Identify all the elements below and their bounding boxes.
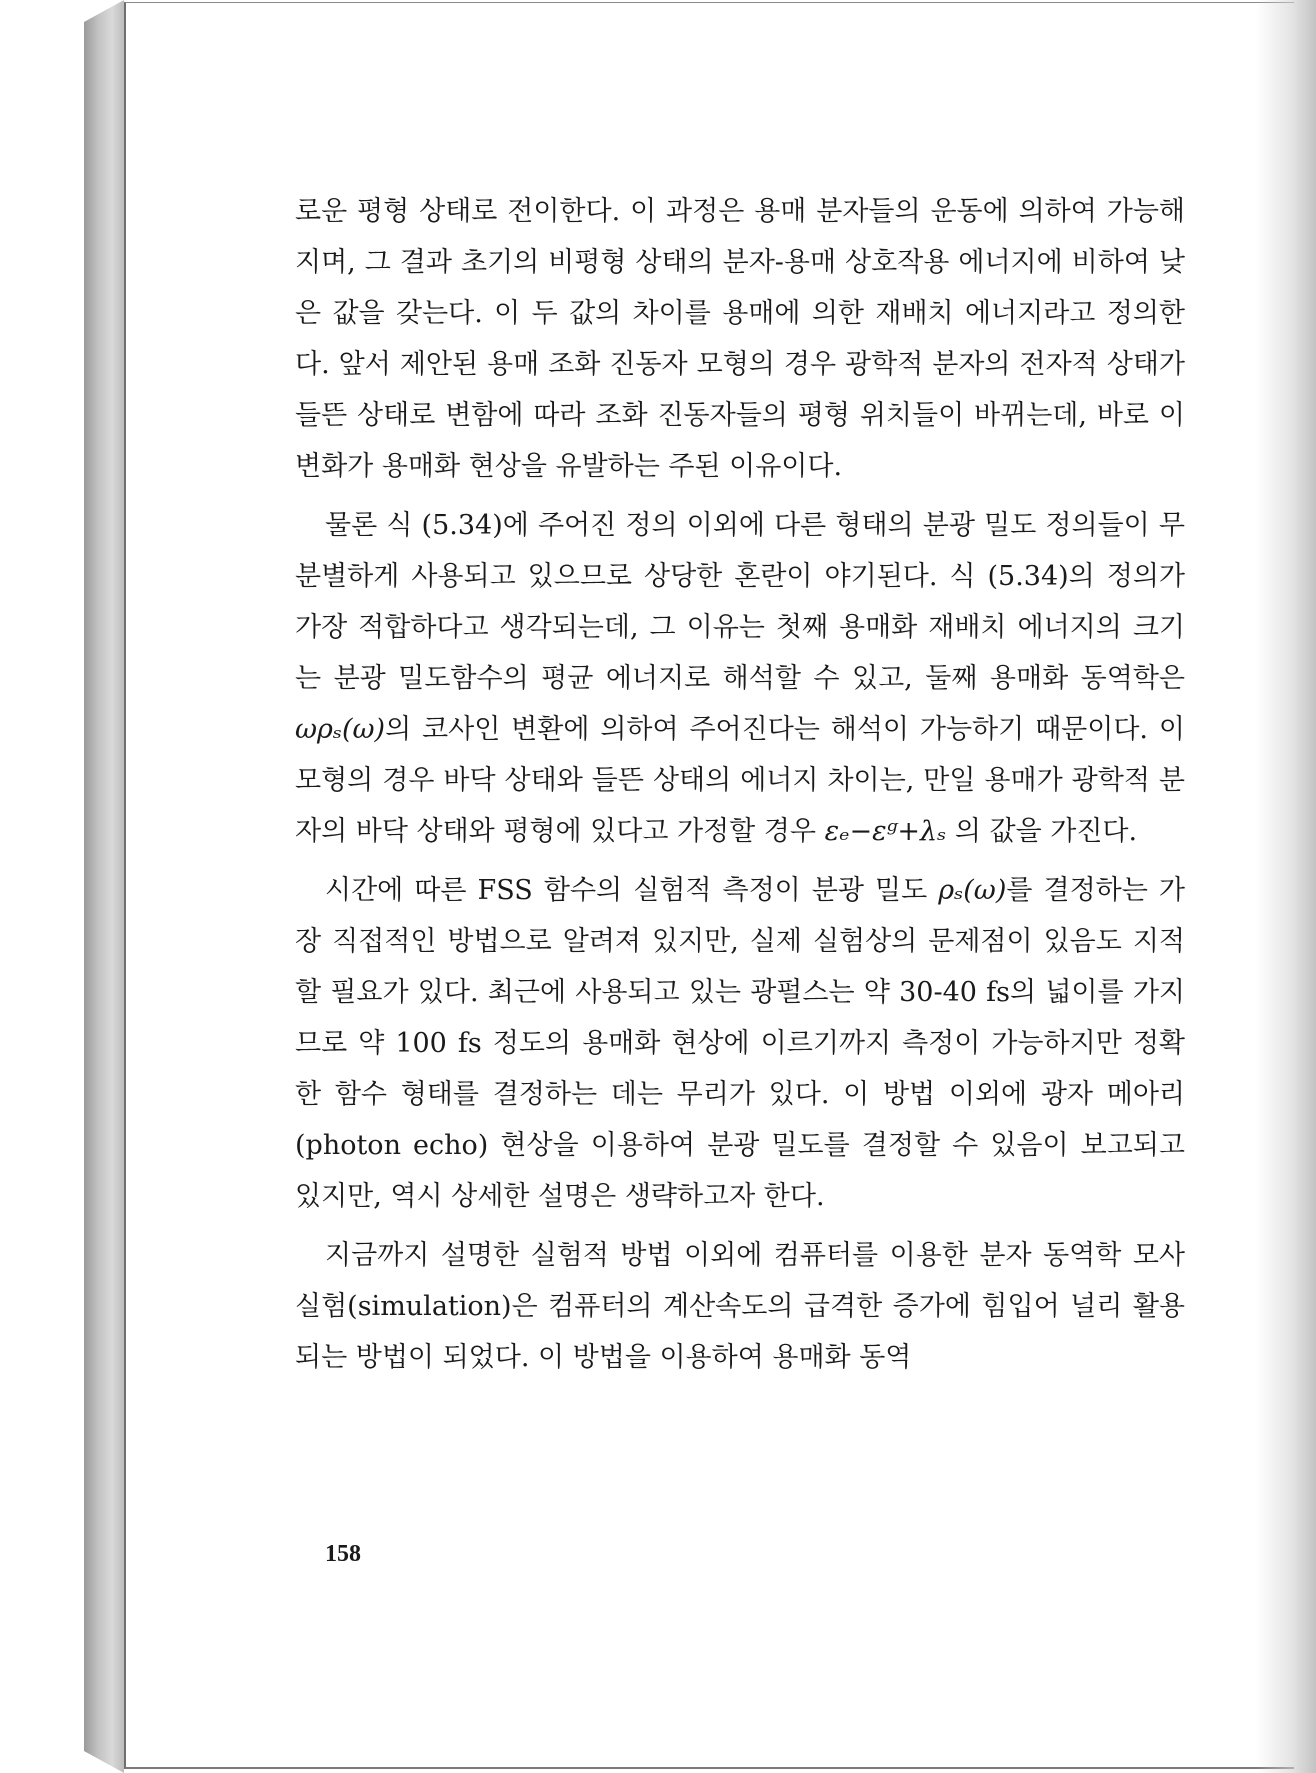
paragraph-3-text-a: 시간에 따른 FSS 함수의 실험적 측정이 분광 밀도: [325, 875, 939, 906]
book-spine: [84, 0, 124, 1773]
page-number: 158: [325, 1541, 361, 1567]
paragraph-2-text-c: 의 값을 가진다.: [946, 816, 1138, 847]
paragraph-2-text-b: 의 코사인 변환에 의하여 주어진다는 해석이 가능하기 때문이다. 이 모형의 경우 바닥 상태와 들뜬 상태의 에너지 차이는, 만일 용매가 광학적 분자의 바닥 상태와 평형에 있다고 가정할 경우: [295, 714, 1185, 847]
spectral-density-cosine-term: ωρₛ(ω): [295, 714, 386, 745]
paragraph-1-text: 로운 평형 상태로 전이한다. 이 과정은 용매 분자들의 운동에 의하여 가능해지며, 그 결과 초기의 비평형 상태의 분자-용매 상호작용 에너지에 비하여 낮은 값을 갖는다. 이 두 값의 차이를 용매에 의한 재배치 에너지라고 정의한다. 앞서 제안된 용매 조화 진동자 모형의 경우 광학적 분자의 전자적 상태가 들뜬 상태로 변함에 따라 조화 진동자들의 평형 위치들이 바뀌는데, 바로 이 변화가 용매화 현상을 유발하는 주된 이유이다.: [295, 196, 1185, 482]
body-text: [295, 186, 1185, 1391]
spectral-density-term: ρₛ(ω): [938, 875, 1007, 906]
paragraph-1: [295, 186, 1185, 492]
paragraph-4-text: 지금까지 설명한 실험적 방법 이외에 컴퓨터를 이용한 분자 동역학 모사 실험(simulation)은 컴퓨터의 계산속도의 급격한 증가에 힘입어 널리 활용되는 방법이 되었다. 이 방법을 이용하여 용매화 동역: [295, 1240, 1185, 1373]
energy-gap-expression: εₑ−εᵍ+λₛ: [824, 816, 947, 847]
spine-top-corner: [84, 0, 124, 22]
paragraph-3-text-b: 를 결정하는 가장 직접적인 방법으로 알려져 있지만, 실제 실험상의 문제점이 있음도 지적할 필요가 있다. 최근에 사용되고 있는 광펄스는 약 30-40 fs의 넓이를 가지므로 약 100 fs 정도의 용매화 현상에 이르기까지 측정이 가능하지만 정확한 함수 형태를 결정하는 데는 무리가 있다. 이 방법 이외에 광자 메아리(photon echo) 현상을 이용하여 분광 밀도를 결정할 수 있음이 보고되고 있지만, 역시 상세한 설명은 생략하고자 한다.: [295, 875, 1185, 1212]
paragraph-2: [295, 500, 1185, 857]
paragraph-2-text-a: 물론 식 (5.34)에 주어진 정의 이외에 다른 형태의 분광 밀도 정의들이 무분별하게 사용되고 있으므로 상당한 혼란이 야기된다. 식 (5.34)의 정의가 가장 적합하다고 생각되는데, 그 이유는 첫째 용매화 재배치 에너지의 크기는 분광 밀도함수의 평균 에너지로 해석할 수 있고, 둘째 용매화 동역학은: [295, 510, 1185, 694]
spine-bottom-corner: [84, 1751, 124, 1773]
page-edge-shadow: [1256, 0, 1316, 1773]
paragraph-4: [295, 1230, 1185, 1383]
paragraph-3: [295, 865, 1185, 1222]
